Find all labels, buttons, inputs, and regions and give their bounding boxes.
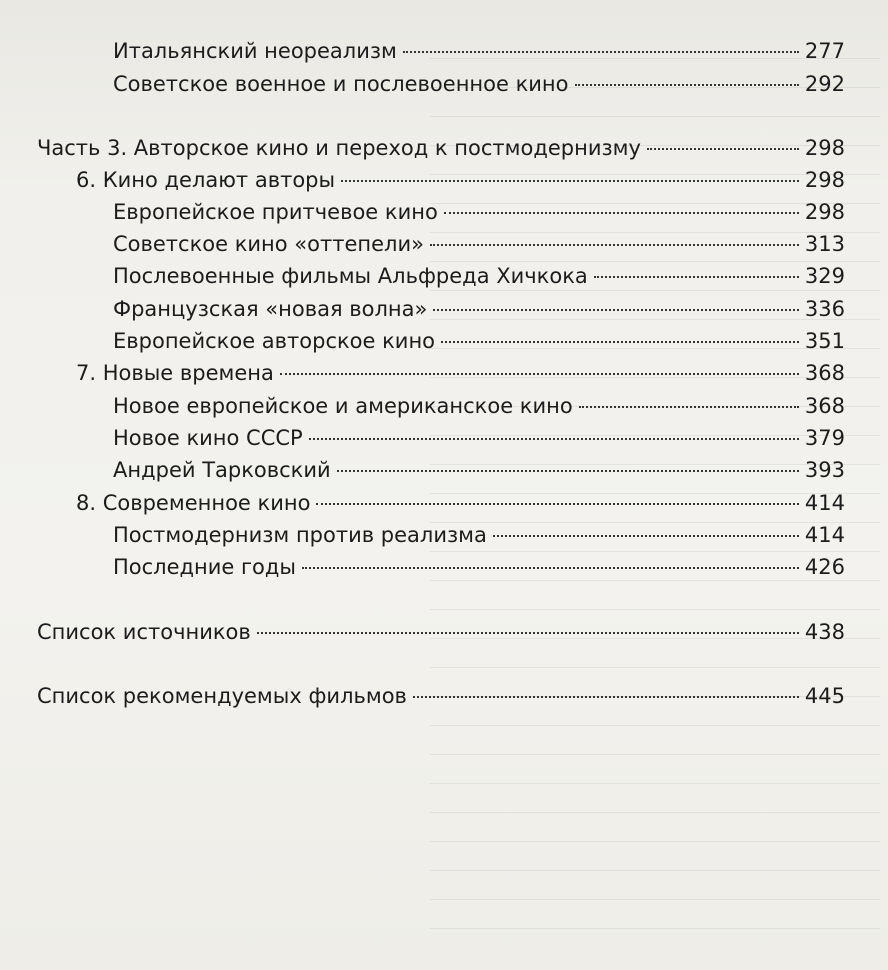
toc-entry-title: 6. Кино делают авторы: [76, 168, 336, 192]
toc-entry-page: 298: [804, 136, 845, 160]
toc-entry-page: 414: [804, 491, 845, 515]
toc-dot-leader: [403, 51, 799, 53]
toc-entry-page: 298: [804, 168, 845, 192]
toc-dot-leader: [444, 212, 799, 214]
toc-dot-leader: [316, 503, 798, 505]
toc-entry-page: 277: [804, 39, 845, 63]
toc-chapter: [76, 488, 845, 518]
toc-dot-leader: [341, 180, 799, 182]
toc-dot-leader: [441, 341, 799, 343]
toc-entry-page: 414: [804, 523, 845, 547]
toc-entry-title: Европейское авторское кино: [113, 329, 436, 353]
toc-entry-title: Французская «новая волна»: [113, 297, 428, 321]
toc-dot-leader: [575, 84, 799, 86]
toc-part-heading: [37, 133, 845, 163]
toc-entry-page: 393: [804, 458, 845, 482]
toc-entry-page: 445: [804, 684, 845, 708]
toc-entry-title: 7. Новые времена: [76, 361, 274, 385]
toc-chapter: [76, 165, 845, 195]
toc-entry: [113, 229, 845, 259]
toc-entry-title: Советское военное и послевоенное кино: [113, 72, 569, 96]
toc-entry-title: Советское кино «оттепели»: [113, 232, 424, 256]
toc-dot-leader: [430, 244, 799, 246]
toc-dot-leader: [302, 567, 799, 569]
toc-entry-title: Послевоенные фильмы Альфреда Хичкока: [113, 264, 588, 288]
toc-entry-title: Постмодернизм против реализма: [113, 523, 487, 547]
toc-dot-leader: [579, 406, 799, 408]
toc-entry-page: 426: [804, 555, 845, 579]
toc-entry: [113, 520, 845, 550]
toc-entry-page: 379: [804, 426, 845, 450]
toc-dot-leader: [433, 309, 799, 311]
toc-dot-leader: [280, 373, 799, 375]
toc-dot-leader: [257, 632, 799, 634]
toc-entry-page: 368: [804, 361, 845, 385]
toc-entry-title: Новое европейское и американское кино: [113, 394, 573, 418]
toc-entry-page: 329: [804, 264, 845, 288]
toc-entry-page: 292: [804, 72, 845, 96]
toc-entry-title: 8. Современное кино: [76, 491, 311, 515]
toc-entry-title: Последние годы: [113, 555, 297, 579]
toc-entry-title: Часть 3. Авторское кино и переход к постмодернизму: [37, 136, 641, 160]
toc-entry: [113, 69, 845, 99]
toc-entry-page: 313: [804, 232, 845, 256]
toc-entry: [113, 552, 845, 582]
toc-entry: [113, 391, 845, 421]
toc-entry: [113, 423, 845, 453]
toc-entry: [113, 36, 845, 66]
toc-dot-leader: [594, 276, 799, 278]
toc-dot-leader: [413, 696, 799, 698]
toc-entry-title: Список рекомендуемых фильмов: [37, 684, 407, 708]
toc-entry: [113, 261, 845, 291]
toc-entry-title: Андрей Тарковский: [113, 458, 331, 482]
toc-entry: [113, 197, 845, 227]
toc-dot-leader: [337, 470, 799, 472]
toc-dot-leader: [647, 148, 799, 150]
toc-dot-leader: [309, 438, 799, 440]
toc-entry-page: 336: [804, 297, 845, 321]
toc-chapter: [76, 358, 845, 388]
toc-recommended-films: [37, 681, 845, 711]
toc-entry-title: Европейское притчевое кино: [113, 200, 438, 224]
toc-entry: [113, 455, 845, 485]
toc-entry-page: 351: [804, 329, 845, 353]
toc-dot-leader: [493, 535, 799, 537]
toc-entry: [113, 294, 845, 324]
toc-sources: [37, 617, 845, 647]
toc-entry-title: Итальянский неореализм: [113, 39, 397, 63]
toc-entry-title: Список источников: [37, 620, 251, 644]
toc-entry: [113, 326, 845, 356]
toc-entry-page: 368: [804, 394, 845, 418]
toc-entry-page: 298: [804, 200, 845, 224]
toc-entry-title: Новое кино СССР: [113, 426, 303, 450]
toc-entry-page: 438: [804, 620, 845, 644]
